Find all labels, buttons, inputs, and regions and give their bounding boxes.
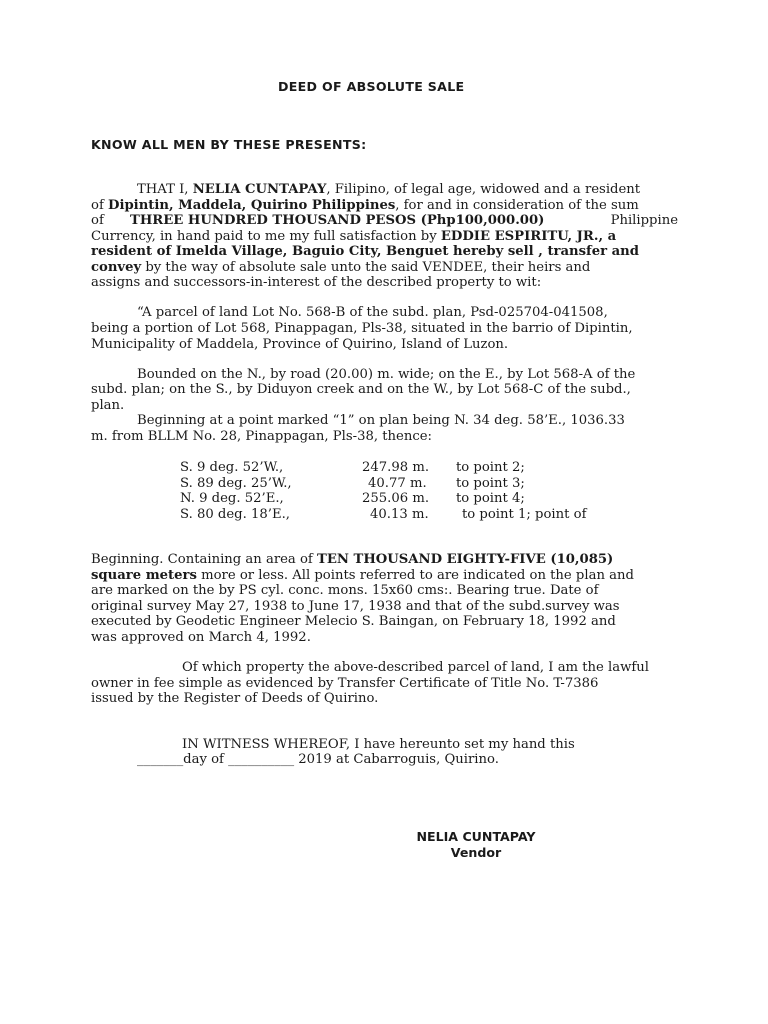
- text-run: Currency, in hand paid to me my full satisfaction by: [91, 229, 441, 244]
- to-point-cell: to point 4;: [456, 491, 525, 506]
- p6-line-2: owner in fee simple as evidenced by Transfer Certificate of Title No. T-7386: [91, 676, 599, 691]
- text-run: more or less. All points referred to are indicated on the plan and: [196, 568, 634, 583]
- p5-line-2: [91, 568, 678, 584]
- text-run: , for and in consideration of the sum: [395, 198, 639, 213]
- p2-line-1: “A parcel of land Lot No. 568-B of the subd. plan, Psd-025704-041508,: [137, 305, 608, 320]
- text-run: Philippine: [610, 213, 678, 228]
- party-vendee: EDDIE ESPIRITU, JR., a: [440, 229, 617, 244]
- p7-line-1: IN WITNESS WHEREOF, I have hereunto set my hand this: [182, 737, 575, 752]
- document-title: DEED OF ABSOLUTE SALE: [278, 79, 465, 94]
- p1-line-2: [91, 198, 678, 214]
- bearing-cell: S. 9 deg. 52’W.,: [180, 460, 284, 475]
- p1-line-5: resident of Imelda Village, Baguio City, Benguet hereby sell , transfer and: [91, 244, 639, 259]
- distance-cell: 40.13 m.: [370, 507, 429, 522]
- p3-line-2: subd. plan; on the S., by Diduyon creek and on the W., by Lot 568-C of the subd.,: [91, 382, 631, 397]
- text-run: THAT I,: [137, 182, 193, 197]
- to-point-cell: to point 2;: [456, 460, 525, 475]
- p1-line-3: [91, 213, 678, 229]
- to-point-cell: to point 3;: [456, 476, 525, 491]
- p5-line-1: [91, 552, 678, 568]
- area-words: TEN THOUSAND EIGHTY-FIVE (10,085): [317, 552, 614, 567]
- signatory-role: Vendor: [450, 845, 502, 860]
- signatory-name: NELIA CUNTAPAY: [416, 829, 536, 844]
- p3-line-3: plan.: [91, 398, 125, 413]
- distance-cell: 255.06 m.: [362, 491, 430, 506]
- text-run: of: [91, 198, 109, 213]
- distance-cell: 247.98 m.: [362, 460, 430, 475]
- text-run: by the way of absolute sale unto the said VENDEE, their heirs and: [141, 260, 591, 275]
- area-unit: square meters: [91, 568, 197, 583]
- p5-line-4: original survey May 27, 1938 to June 17, 1938 and that of the subd.survey was: [91, 599, 620, 614]
- distance-cell: 40.77 m.: [368, 476, 427, 491]
- vendor-address: Dipintin, Maddela, Quirino Philippines: [108, 198, 396, 213]
- p5-line-6: was approved on March 4, 1992.: [91, 630, 311, 645]
- bearing-cell: N. 9 deg. 52’E.,: [180, 491, 284, 506]
- salutation: KNOW ALL MEN BY THESE PRESENTS:: [91, 137, 367, 152]
- text-run: convey: [91, 260, 142, 275]
- text-run: Beginning. Containing an area of: [91, 552, 318, 567]
- p1-line-4: [91, 229, 678, 245]
- bearing-cell: S. 89 deg. 25’W.,: [180, 476, 292, 491]
- p7-line-2: _______day of __________ 2019 at Cabarroguis, Quirino.: [137, 752, 499, 767]
- p5-line-5: executed by Geodetic Engineer Melecio S. Baingan, on February 18, 1992 and: [91, 614, 616, 629]
- text-run: , Filipino, of legal age, widowed and a resident: [326, 182, 641, 197]
- bearing-cell: S. 80 deg. 18’E.,: [180, 507, 290, 522]
- p5-line-3: are marked on the by PS cyl. conc. mons. 15x60 cms:. Bearing true. Date of: [91, 583, 599, 598]
- p6-line-1: Of which property the above-described parcel of land, I am the lawful: [182, 660, 650, 675]
- to-point-cell: to point 1; point of: [462, 507, 587, 522]
- p2-line-3: Municipality of Maddela, Province of Quirino, Island of Luzon.: [91, 337, 509, 352]
- p1-line-1: [137, 182, 678, 198]
- p1-line-7: assigns and successors-in-interest of the described property to wit:: [91, 275, 542, 290]
- p3-line-1: Bounded on the N., by road (20.00) m. wide; on the E., by Lot 568-A of the: [137, 367, 636, 382]
- p4-line-1: Beginning at a point marked “1” on plan being N. 34 deg. 58’E., 1036.33: [137, 413, 625, 428]
- text-run: of: [91, 213, 104, 228]
- p4-line-2: m. from BLLM No. 28, Pinappagan, Pls-38, thence:: [91, 429, 432, 444]
- p1-line-6: [91, 260, 678, 276]
- p6-line-3: issued by the Register of Deeds of Quirino.: [91, 691, 379, 706]
- party-vendor: NELIA CUNTAPAY: [192, 182, 327, 197]
- sale-amount: THREE HUNDRED THOUSAND PESOS (Php100,000.00): [130, 213, 545, 228]
- p2-line-2: being a portion of Lot 568, Pinappagan, Pls-38, situated in the barrio of Dipintin,: [91, 321, 633, 336]
